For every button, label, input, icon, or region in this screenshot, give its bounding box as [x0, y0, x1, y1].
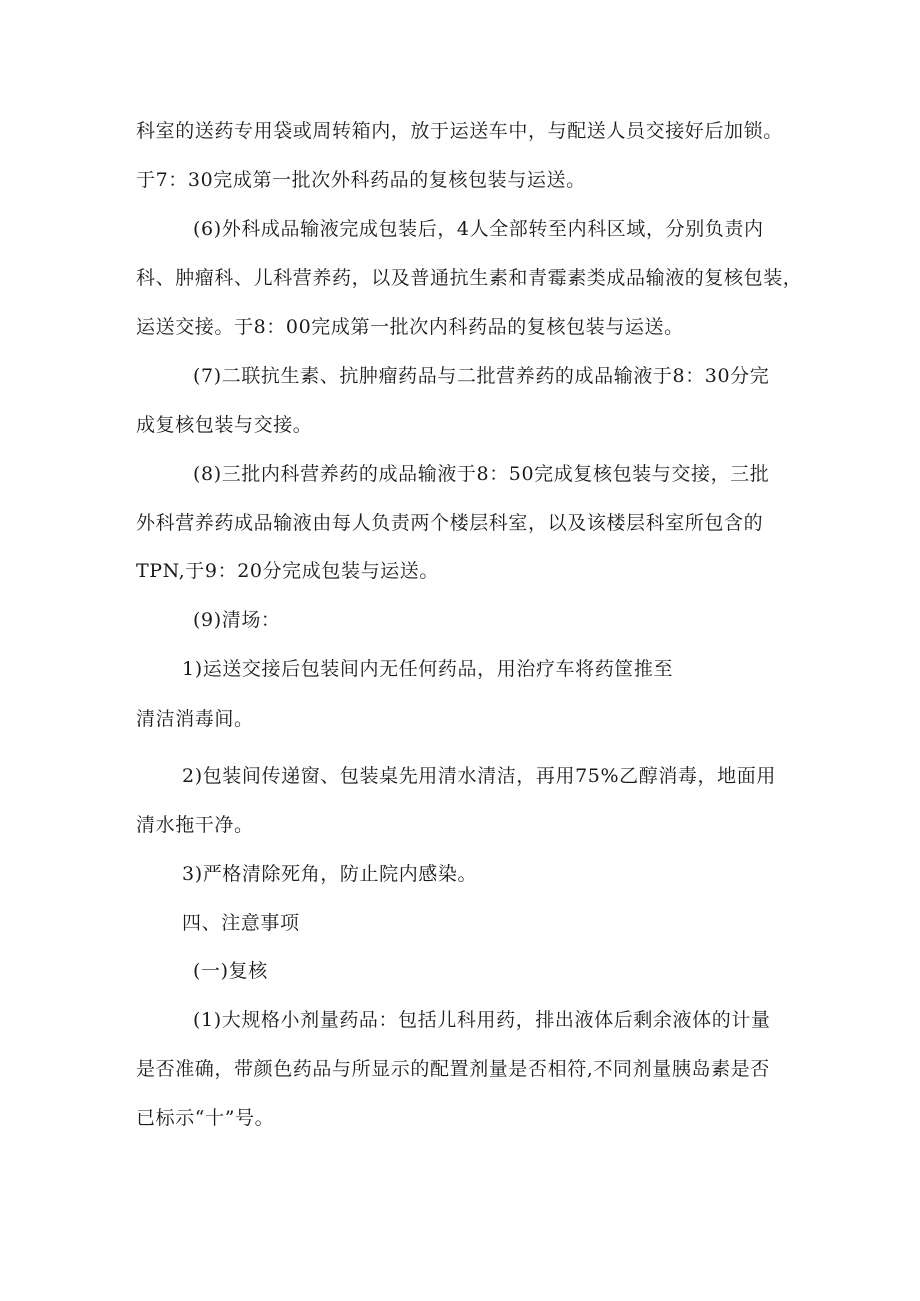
- text-line: 于7：30完成第一批次外科药品的复核包装与运送。: [136, 169, 586, 191]
- text-line: 1)运送交接后包装间内无任何药品，用治疗车将药筐推至: [182, 658, 674, 680]
- text-line: 科室的送药专用袋或周转箱内，放于运送车中，与配送人员交接好后加锁。: [136, 120, 783, 142]
- text-line: 运送交接。于8：00完成第一批次内科药品的复核包装与运送。: [136, 316, 684, 338]
- text-line: 2)包装间传递窗、包装桌先用清水清洁，再用75%乙醇消毒，地面用: [182, 765, 776, 787]
- text-line: 已标示“十”号。: [136, 1107, 275, 1129]
- text-line: 清水拖干净。: [136, 814, 254, 836]
- text-line: TPN,于9：20分完成包装与运送。: [136, 560, 439, 582]
- section-heading: 四、注意事项: [182, 912, 300, 934]
- subsection-heading: (一)复核: [193, 960, 268, 982]
- text-line: 清洁消毒间。: [136, 708, 254, 730]
- text-line: 3)严格清除死角，防止院内感染。: [182, 863, 478, 885]
- text-line: 科、肿瘤科、儿科营养药，以及普通抗生素和青霉素类成品输液的复核包装，: [136, 267, 803, 289]
- text-line: (1)大规格小剂量药品：包括儿科用药，排出液体后剩余液体的计量: [193, 1009, 771, 1031]
- text-line: 外科营养药成品输液由每人负责两个楼层科室，以及该楼层科室所包含的: [136, 512, 764, 534]
- text-line: 成复核包装与交接。: [136, 414, 313, 436]
- text-line: (6)外科成品输液完成包装后，4人全部转至内科区域，分别负责内: [193, 218, 764, 240]
- text-line: (7)二联抗生素、抗肿瘤药品与二批营养药的成品输液于8：30分完: [193, 365, 770, 387]
- text-line: 是否准确，带颜色药品与所显示的配置剂量是否相符,不同剂量胰岛素是否: [136, 1058, 770, 1080]
- text-line: (9)清场：: [193, 609, 281, 631]
- text-line: (8)三批内科营养药的成品输液于8：50完成复核包装与交接，三批: [193, 463, 770, 485]
